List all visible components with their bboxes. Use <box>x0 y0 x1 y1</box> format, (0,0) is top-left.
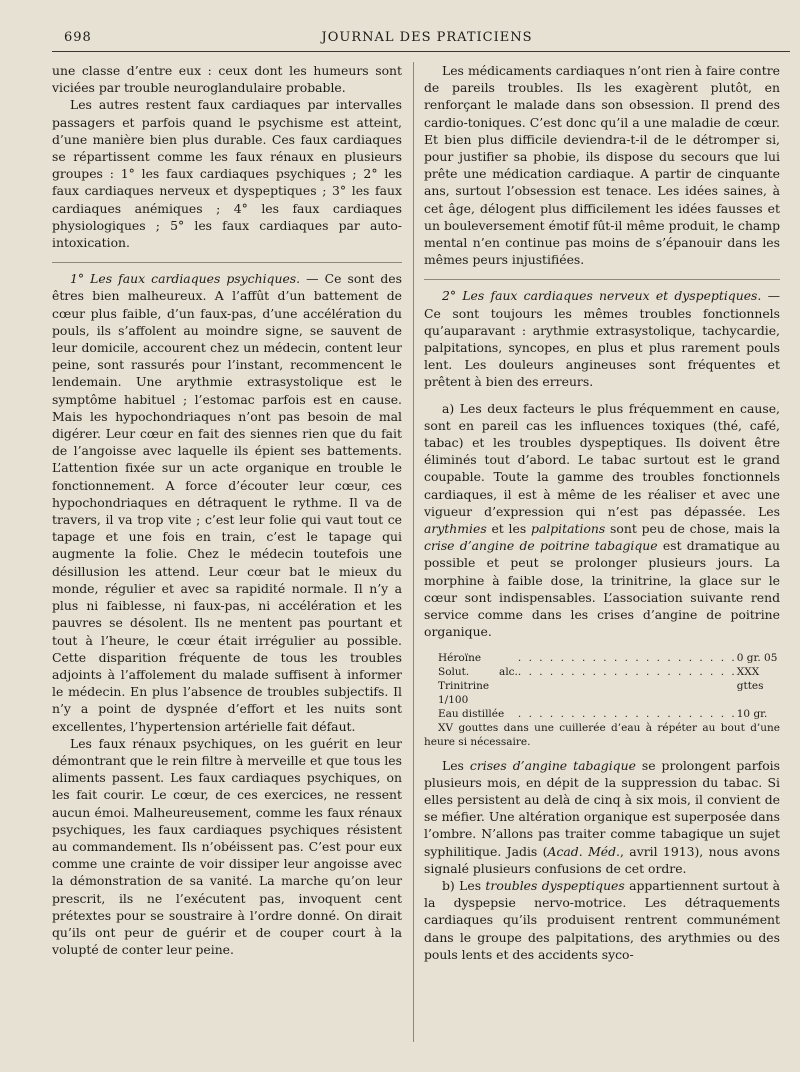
ingredient-name: Héroïne <box>438 651 482 664</box>
right-column <box>424 62 780 1052</box>
section-heading: 2° Les faux cardiaques nerveux et dyspeptiques. <box>442 288 762 304</box>
text-run: sont peu de chose, mais la <box>605 521 780 537</box>
ingredient-quantity: 0 gr. 05 <box>736 651 778 664</box>
paragraph-a <box>424 400 780 641</box>
text-run: a) Les deux facteurs le plus fréquemment en cause, sont en pareil cas les influences toxiques (thé, café, tabac) et les troubles dyspeptiques. Ils doivent être éliminés tout d’abord. Le tabac surtout est le grand coupable. Toute la gamme des troubles fonctionnels cardiaques, il est à même de les réaliser et avec une vigueur d’expression qui n’est pas dépassée. Les <box>424 400 780 519</box>
text-run: b) Les <box>442 877 486 893</box>
ingredient-name: Eau distillée <box>438 707 505 720</box>
paragraph: une classe d’entre eux : ceux dont les humeurs sont viciées par trouble neuroglandulaire probable. <box>52 63 402 96</box>
text-run: Les <box>442 757 470 773</box>
text-run-italic: palpitations <box>530 521 606 537</box>
prescription-row <box>424 707 780 721</box>
prescription-note: XV gouttes dans une cuillerée d’eau à répéter au bout d’une heure si nécessaire. <box>424 721 780 748</box>
section-divider <box>52 262 402 263</box>
section-paragraph-psychiques <box>52 270 402 734</box>
leader-dots: . . . . . . . . . . . . . . . . . . . . . <box>517 707 737 720</box>
prescription-row <box>424 651 780 665</box>
page-header <box>64 30 790 52</box>
text-run: est dramatique au possible et peut se prolonger plusieurs jours. La morphine à faible dose, la trinitrine, la glace sur le cœur sont indispensables. L’association suivante rend service comme dans les crises d’angine de poitrine organique. <box>424 538 781 640</box>
leader-dots: . . . . . . . . . . . . . . . . . . . . . <box>517 651 737 664</box>
paragraph: Les médicaments cardiaques n’ont rien à faire contre de pareils troubles. Ils les exagèrent plutôt, en renforçant le malade dans son obsession. Il prend des cardio-toniques. C’est donc qu’il a une maladie de cœur. Et bien plus difficile deviendra-t-il de le détromper si, pour justifier sa phobie, ils dispose du secours que lui prête une médication cardiaque. A partir de cinquante ans, surtout l’obsession est tenace. Les idées saines, à cet âge, délogent plus difficilement les idées fausses et un bouleversement émotif fût-il même produit, le champ mental n’en continue pas moins de s’épanouir dans les mêmes peurs injustifiées. <box>424 63 780 268</box>
ingredient-quantity: 10 gr. <box>736 707 768 720</box>
left-column <box>52 62 402 1052</box>
paragraph <box>424 757 780 877</box>
prescription-row <box>424 665 780 707</box>
section-divider <box>424 279 780 280</box>
text-run-italic: Acad. Méd. <box>547 843 620 859</box>
section-heading: 1° Les faux cardiaques psychiques. <box>70 271 301 287</box>
journal-title: JOURNAL DES PRATICIENS <box>321 30 533 45</box>
text-run-italic: crises d’angine tabagique <box>469 757 636 773</box>
leader-dots: . . . . . . . . . . . . . . . . . . . . . <box>517 665 737 678</box>
column-divider <box>413 62 414 1042</box>
text-run: appartiennent surtout à la dyspepsie nervo-motrice. Les détraquements cardiaques qu’ils produisent rentrent communément dans le groupe des palpitations, des arythmies ou des pouls lents et des accidents syco- <box>424 877 780 962</box>
text-run: se prolongent parfois plusieurs mois, en dépit de la suppression du tabac. Si elles persistent au delà de cinq à six mois, il convient de se méfier. Une altération organique est superposée dans l’ombre. N’allons pas traiter comme tabagique un sujet syphilitique. Jadis ( <box>424 757 781 859</box>
section-paragraph-nerveux <box>424 287 780 390</box>
section-text: — Ce sont des êtres bien malheureux. A l’affût d’un battement de cœur plus faible, d’un faux-pas, d’une accélération du pouls, ils s’affolent au moindre signe, se sauvent de leur domicile, accourent chez un médecin, content leur peine, sont rassurés pour l’instant, recommencent le lendemain. Une arythmie extrasystolique est le symptôme habituel ; l’estomac parfois est en cause. Mais les hypochondriaques n’ont pas besoin de mal digérer. Leur cœur en fait des siennes rien que du fait de l’angoisse avec laquelle ils épient ses battements. L’attention fixée sur un acte organique en trouble le fonctionnement. A force d’écouter leur cœur, ces hypochondriaques en détraquent le rythme. Il va de travers, il va trop vite ; c’est leur folie qui vaut tout ce tapage et une fois en train, c’est le tapage qui augmente la folie. Chez le médecin toutefois une désillusion les attend. Leur cœur bat le mieux du monde, régulier et avec sa rapidité normale. Il n’y a plus ni faiblesse, ni faux-pas, ni accélération et les pauvres se désolent. Ils ne mentent pas pourtant et tout à l’heure, le cœur était irrégulier au possible. Cette disparition fréquente de tous les troubles adjoints à l’affolement du malade suffisent à informer le médecin. En plus l’absence de troubles subjectifs. Il n’y a point de dyspnée d’effort et les nuits sont excellentes, l’hypertension artérielle fait défaut. <box>52 271 402 734</box>
paragraph: Les autres restent faux cardiaques par intervalles passagers et parfois quand le psychisme est atteint, d’une manière bien plus durable. Ces faux cardiaques se répartissent comme les faux rénaux en plusieurs groupes : 1° les faux cardiaques psychiques ; 2° les faux cardiaques nerveux et dyspeptiques ; 3° les faux cardiaques anémiques ; 4° les faux cardiaques physiologiques ; 5° les faux cardiaques par auto-intoxication. <box>52 97 402 251</box>
ingredient-quantity: XXX gttes <box>736 665 764 692</box>
text-run-italic: troubles dyspeptiques <box>485 877 625 893</box>
ingredient-name: Solut. alc. Trinitrine 1/100 <box>438 665 518 706</box>
paragraph-b <box>424 877 780 963</box>
text-run: , avril 1913), nous avons signalé plusieurs confusions de cet ordre. <box>424 843 780 876</box>
section-text: — Ce sont toujours les mêmes troubles fonctionnels qu’auparavant : arythmie extrasystolique, tachycardie, palpitations, syncopes, en plus et plus rarement pouls lent. Les douleurs angineuses sont fréquentes et prêtent à bien des erreurs. <box>424 288 780 390</box>
header-rule <box>52 51 790 52</box>
text-run-italic: crise d’angine de poitrine tabagique <box>424 538 658 554</box>
prescription <box>424 651 780 749</box>
text-run-italic: arythmies <box>424 521 487 537</box>
paragraph: Les faux rénaux psychiques, on les guérit en leur démontrant que le rein filtre à merveille et que tous les aliments passent. Les faux cardiaques psychiques, on les fait courir. Le cœur, de ces exercices, ne ressent aucun émoi. Malheureusement, comme les faux rénaux psychiques, les faux cardiaques psychiques résistent au commandement. Ils n’obéissent pas. C’est pour eux comme une crainte de voir dissiper leur angoisse avec la démonstration de sa vanité. La marche qu’on leur prescrit, ils ne l’exécutent pas, invoquent cent prétextes pour se soustraire à l’ordre donné. On dirait qu’ils ont peur de guérir et de couper court à la volupté de conter leur peine. <box>52 735 402 958</box>
page-number: 698 <box>64 30 92 45</box>
text-run: et les <box>486 521 531 537</box>
